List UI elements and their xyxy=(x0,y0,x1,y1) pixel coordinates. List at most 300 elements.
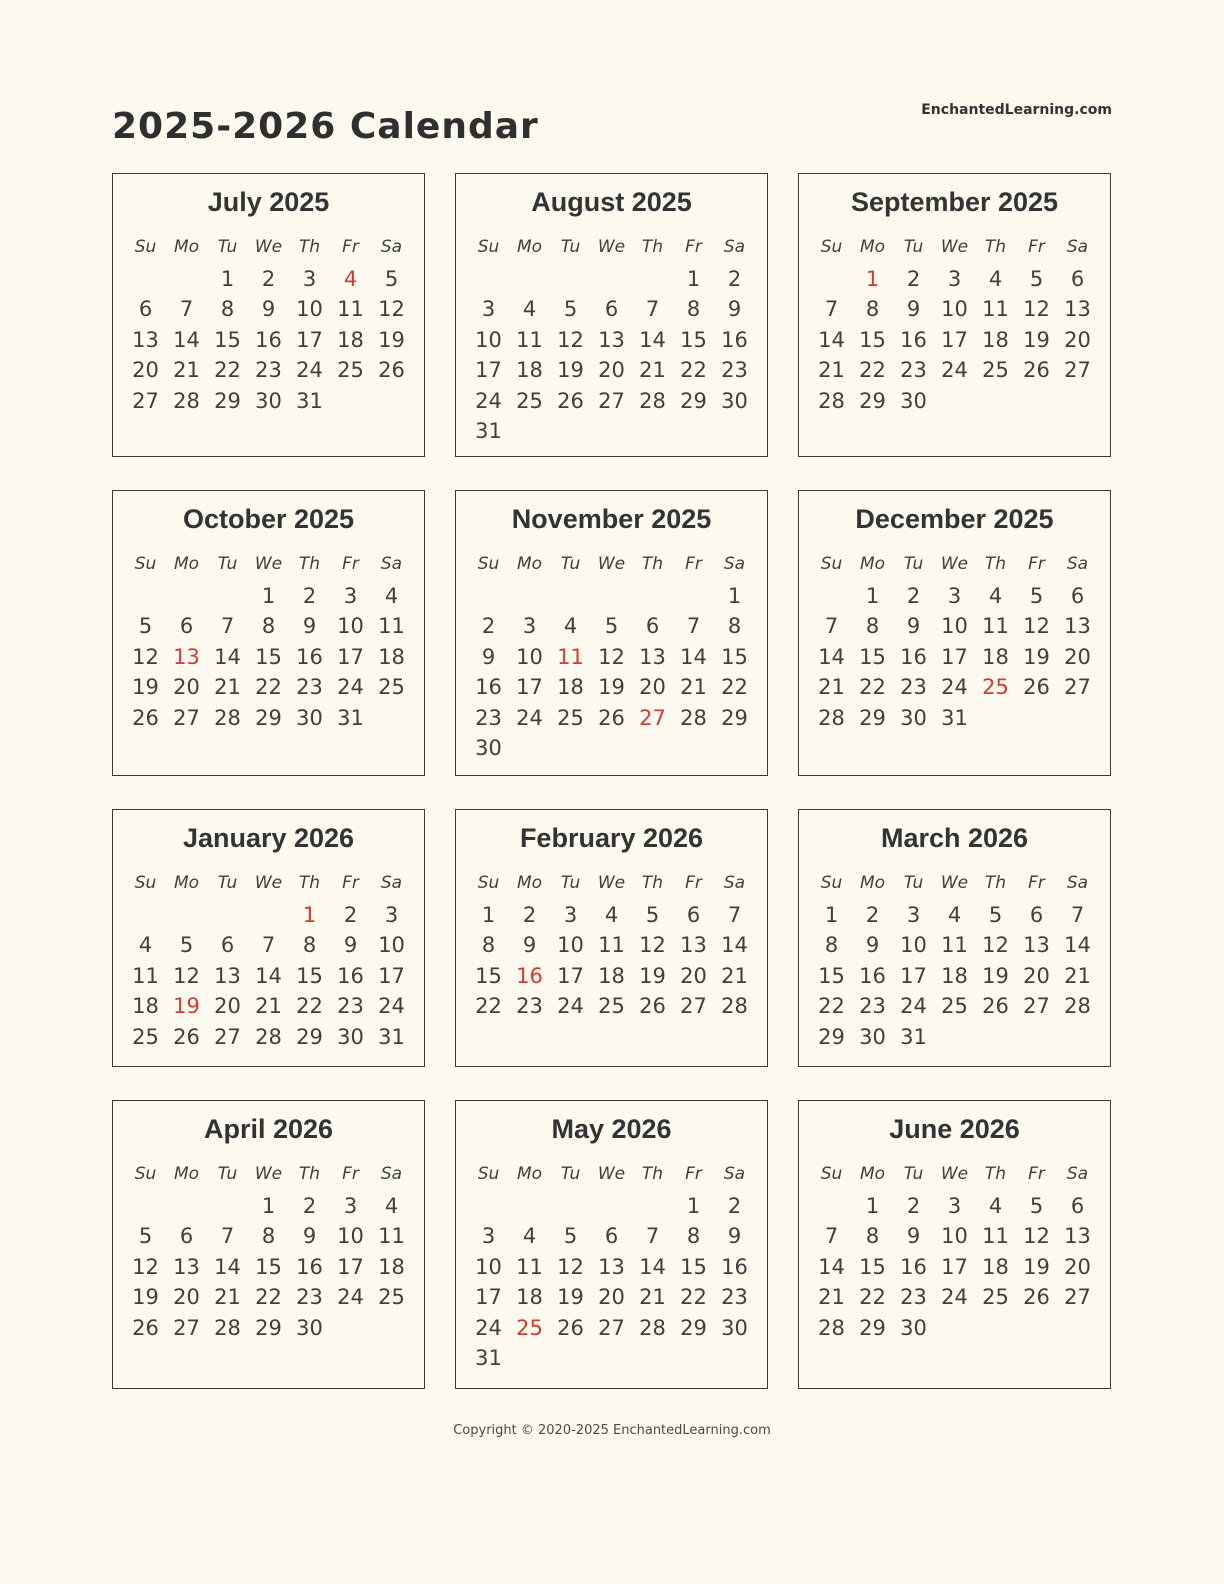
day-cell: 28 xyxy=(818,388,845,413)
weekday-label: We xyxy=(940,553,969,574)
day-cell: 21 xyxy=(1064,963,1091,988)
day-cell: 12 xyxy=(378,297,405,322)
weekday-header-row xyxy=(799,871,1110,895)
day-cell: 9 xyxy=(481,644,496,669)
month-card xyxy=(112,809,425,1067)
page-title: 2025-2026 Calendar xyxy=(112,106,539,147)
weekday-label: Tu xyxy=(217,553,238,574)
weekday-label: Th xyxy=(984,872,1007,893)
empty-day-cell xyxy=(714,733,755,764)
weekday-label: Fr xyxy=(685,236,702,257)
day-cell: 28 xyxy=(255,1024,282,1049)
day-cell: 26 xyxy=(1023,675,1050,700)
day-cell: 17 xyxy=(557,963,584,988)
day-cell: 14 xyxy=(214,1254,241,1279)
day-cell: 5 xyxy=(988,902,1003,927)
day-cell: 5 xyxy=(138,1224,153,1249)
day-cell: 14 xyxy=(255,963,282,988)
day-cell: 29 xyxy=(859,705,886,730)
day-cell: 7 xyxy=(686,614,701,639)
month-days-grid xyxy=(799,264,1110,417)
weekday-label: Mo xyxy=(173,1163,200,1184)
day-cell: 27 xyxy=(1023,994,1050,1019)
month-title: October 2025 xyxy=(182,504,355,535)
day-cell: 1 xyxy=(865,266,880,291)
day-cell: 30 xyxy=(900,1315,927,1340)
day-cell: 29 xyxy=(680,1315,707,1340)
day-cell: 14 xyxy=(818,1254,845,1279)
day-cell: 24 xyxy=(296,358,323,383)
day-cell: 11 xyxy=(378,614,405,639)
month-title: June 2026 xyxy=(889,1114,1020,1145)
day-cell: 19 xyxy=(982,963,1009,988)
day-cell: 9 xyxy=(302,1224,317,1249)
weekday-label: Mo xyxy=(859,553,886,574)
weekday-header-row xyxy=(799,1162,1110,1186)
day-cell: 26 xyxy=(598,705,625,730)
day-cell: 11 xyxy=(982,1224,1009,1249)
weekday-label: We xyxy=(940,236,969,257)
weekday-label: Tu xyxy=(903,872,924,893)
empty-day-cell xyxy=(1016,1313,1057,1344)
day-cell: 2 xyxy=(522,902,537,927)
day-cell: 22 xyxy=(859,1285,886,1310)
empty-day-cell xyxy=(632,264,673,295)
day-cell: 29 xyxy=(255,705,282,730)
day-cell: 1 xyxy=(824,902,839,927)
day-cell: 18 xyxy=(598,963,625,988)
day-cell: 10 xyxy=(900,933,927,958)
weekday-label: Th xyxy=(641,1163,664,1184)
day-cell: 11 xyxy=(132,963,159,988)
day-cell: 14 xyxy=(818,327,845,352)
day-cell: 15 xyxy=(721,644,748,669)
weekday-label: Sa xyxy=(1066,1163,1089,1184)
empty-day-cell xyxy=(509,1191,550,1222)
day-cell: 3 xyxy=(947,1193,962,1218)
empty-day-cell xyxy=(509,264,550,295)
day-cell: 24 xyxy=(941,675,968,700)
day-cell: 4 xyxy=(563,614,578,639)
empty-day-cell xyxy=(1057,1022,1098,1053)
day-cell: 3 xyxy=(384,902,399,927)
day-cell: 18 xyxy=(982,327,1009,352)
day-cell: 10 xyxy=(941,297,968,322)
day-cell: 6 xyxy=(1070,583,1085,608)
month-card xyxy=(112,490,425,776)
month-card xyxy=(455,490,768,776)
day-cell: 5 xyxy=(604,614,619,639)
weekday-header-row xyxy=(799,235,1110,259)
weekday-label: Tu xyxy=(560,236,581,257)
day-cell: 22 xyxy=(475,994,502,1019)
day-cell: 19 xyxy=(639,963,666,988)
day-cell: 9 xyxy=(261,297,276,322)
empty-day-cell xyxy=(591,733,632,764)
empty-day-cell xyxy=(975,1022,1016,1053)
day-cell: 30 xyxy=(296,1315,323,1340)
empty-day-cell xyxy=(591,416,632,447)
month-days-grid xyxy=(113,264,424,417)
day-cell: 10 xyxy=(337,614,364,639)
day-cell: 7 xyxy=(645,297,660,322)
empty-day-cell xyxy=(468,1191,509,1222)
day-cell: 4 xyxy=(988,583,1003,608)
month-card xyxy=(798,809,1111,1067)
day-cell: 6 xyxy=(1070,1193,1085,1218)
empty-day-cell xyxy=(550,264,591,295)
day-cell: 2 xyxy=(302,583,317,608)
month-title: March 2026 xyxy=(880,823,1029,854)
month-card xyxy=(798,1100,1111,1389)
day-cell: 30 xyxy=(475,736,502,761)
empty-day-cell xyxy=(125,1191,166,1222)
day-cell: 5 xyxy=(645,902,660,927)
month-title: January 2026 xyxy=(182,823,355,854)
day-cell: 24 xyxy=(941,358,968,383)
day-cell: 31 xyxy=(475,1346,502,1371)
empty-day-cell xyxy=(166,264,207,295)
day-cell: 11 xyxy=(516,1254,543,1279)
day-cell: 15 xyxy=(680,327,707,352)
weekday-label: Sa xyxy=(723,872,746,893)
weekday-label: Sa xyxy=(1066,553,1089,574)
weekday-label: Mo xyxy=(859,1163,886,1184)
day-cell: 24 xyxy=(557,994,584,1019)
weekday-label: Th xyxy=(298,553,321,574)
day-cell: 12 xyxy=(132,1254,159,1279)
day-cell: 24 xyxy=(900,994,927,1019)
day-cell: 18 xyxy=(557,675,584,700)
day-cell: 1 xyxy=(686,266,701,291)
day-cell: 20 xyxy=(132,358,159,383)
weekday-label: Fr xyxy=(342,872,359,893)
day-cell: 2 xyxy=(481,614,496,639)
weekday-label: Sa xyxy=(380,553,403,574)
day-cell: 10 xyxy=(557,933,584,958)
day-cell: 19 xyxy=(557,1285,584,1310)
day-cell: 16 xyxy=(900,327,927,352)
day-cell: 4 xyxy=(522,297,537,322)
site-logo-link[interactable]: EnchantedLearning.com xyxy=(921,102,1112,118)
day-cell: 7 xyxy=(261,933,276,958)
day-cell: 6 xyxy=(1070,266,1085,291)
day-cell: 27 xyxy=(132,388,159,413)
day-cell: 9 xyxy=(343,933,358,958)
weekday-label: We xyxy=(597,872,626,893)
empty-day-cell xyxy=(632,581,673,612)
empty-day-cell xyxy=(632,1343,673,1374)
day-cell: 15 xyxy=(214,327,241,352)
weekday-header-row xyxy=(456,235,767,259)
weekday-header-row xyxy=(456,871,767,895)
day-cell: 22 xyxy=(255,675,282,700)
day-cell: 2 xyxy=(906,583,921,608)
day-cell: 5 xyxy=(384,266,399,291)
day-cell: 10 xyxy=(516,644,543,669)
empty-day-cell xyxy=(550,733,591,764)
day-cell: 23 xyxy=(296,1285,323,1310)
empty-day-cell xyxy=(673,733,714,764)
day-cell: 7 xyxy=(727,902,742,927)
empty-day-cell xyxy=(591,1343,632,1374)
day-cell: 23 xyxy=(516,994,543,1019)
day-cell: 4 xyxy=(522,1224,537,1249)
day-cell: 1 xyxy=(727,583,742,608)
day-cell: 30 xyxy=(721,1315,748,1340)
day-cell: 5 xyxy=(1029,1193,1044,1218)
day-cell: 18 xyxy=(516,358,543,383)
day-cell: 12 xyxy=(557,1254,584,1279)
day-cell: 6 xyxy=(138,297,153,322)
weekday-label: Th xyxy=(641,553,664,574)
day-cell: 22 xyxy=(296,994,323,1019)
weekday-label: Mo xyxy=(516,236,543,257)
day-cell: 16 xyxy=(296,644,323,669)
day-cell: 1 xyxy=(686,1193,701,1218)
day-cell: 26 xyxy=(982,994,1009,1019)
day-cell: 12 xyxy=(982,933,1009,958)
day-cell: 5 xyxy=(563,297,578,322)
weekday-label: Tu xyxy=(217,236,238,257)
weekday-label: Sa xyxy=(380,1163,403,1184)
day-cell: 13 xyxy=(1064,614,1091,639)
day-cell: 12 xyxy=(1023,614,1050,639)
day-cell: 2 xyxy=(727,266,742,291)
weekday-label: We xyxy=(597,553,626,574)
empty-day-cell xyxy=(673,416,714,447)
day-cell: 28 xyxy=(818,705,845,730)
day-cell: 10 xyxy=(337,1224,364,1249)
day-cell: 23 xyxy=(721,358,748,383)
day-cell: 5 xyxy=(1029,583,1044,608)
weekday-label: We xyxy=(254,236,283,257)
day-cell: 1 xyxy=(865,1193,880,1218)
month-title: April 2026 xyxy=(203,1114,334,1145)
weekday-label: Fr xyxy=(1028,236,1045,257)
day-cell: 18 xyxy=(516,1285,543,1310)
day-cell: 27 xyxy=(639,705,666,730)
day-cell: 10 xyxy=(941,614,968,639)
weekday-label: Sa xyxy=(1066,872,1089,893)
day-cell: 9 xyxy=(906,297,921,322)
empty-day-cell xyxy=(1057,1313,1098,1344)
day-cell: 28 xyxy=(721,994,748,1019)
day-cell: 26 xyxy=(557,388,584,413)
day-cell: 4 xyxy=(343,266,358,291)
empty-day-cell xyxy=(1016,386,1057,417)
day-cell: 23 xyxy=(296,675,323,700)
weekday-label: Fr xyxy=(1028,1163,1045,1184)
day-cell: 12 xyxy=(1023,297,1050,322)
day-cell: 27 xyxy=(680,994,707,1019)
day-cell: 25 xyxy=(378,675,405,700)
day-cell: 8 xyxy=(686,297,701,322)
empty-day-cell xyxy=(632,733,673,764)
month-title: February 2026 xyxy=(519,823,704,854)
day-cell: 13 xyxy=(598,1254,625,1279)
day-cell: 24 xyxy=(475,1315,502,1340)
day-cell: 28 xyxy=(680,705,707,730)
day-cell: 21 xyxy=(255,994,282,1019)
day-cell: 23 xyxy=(900,358,927,383)
day-cell: 22 xyxy=(818,994,845,1019)
weekday-label: Th xyxy=(984,236,1007,257)
day-cell: 18 xyxy=(378,1254,405,1279)
empty-day-cell xyxy=(509,581,550,612)
month-days-grid xyxy=(113,900,424,1053)
weekday-label: Su xyxy=(820,1163,843,1184)
day-cell: 22 xyxy=(680,1285,707,1310)
day-cell: 13 xyxy=(132,327,159,352)
day-cell: 8 xyxy=(865,1224,880,1249)
empty-day-cell xyxy=(166,1191,207,1222)
day-cell: 13 xyxy=(1064,1224,1091,1249)
day-cell: 14 xyxy=(818,644,845,669)
page-header xyxy=(112,0,1112,147)
day-cell: 25 xyxy=(378,1285,405,1310)
day-cell: 13 xyxy=(598,327,625,352)
weekday-label: Sa xyxy=(723,553,746,574)
month-card xyxy=(455,173,768,457)
empty-day-cell xyxy=(632,416,673,447)
day-cell: 20 xyxy=(1064,327,1091,352)
weekday-label: Tu xyxy=(903,236,924,257)
day-cell: 19 xyxy=(132,1285,159,1310)
day-cell: 30 xyxy=(900,705,927,730)
day-cell: 7 xyxy=(220,1224,235,1249)
weekday-header-row xyxy=(113,871,424,895)
empty-day-cell xyxy=(550,416,591,447)
day-cell: 12 xyxy=(598,644,625,669)
day-cell: 29 xyxy=(859,388,886,413)
day-cell: 12 xyxy=(1023,1224,1050,1249)
day-cell: 23 xyxy=(475,705,502,730)
day-cell: 13 xyxy=(173,1254,200,1279)
day-cell: 17 xyxy=(296,327,323,352)
day-cell: 27 xyxy=(173,705,200,730)
day-cell: 10 xyxy=(475,1254,502,1279)
month-title: September 2025 xyxy=(850,187,1059,218)
weekday-label: Su xyxy=(477,236,500,257)
day-cell: 5 xyxy=(179,933,194,958)
day-cell: 16 xyxy=(255,327,282,352)
weekday-label: We xyxy=(940,872,969,893)
day-cell: 24 xyxy=(516,705,543,730)
day-cell: 17 xyxy=(378,963,405,988)
weekday-label: We xyxy=(597,1163,626,1184)
month-card xyxy=(455,1100,768,1389)
day-cell: 20 xyxy=(214,994,241,1019)
weekday-label: Su xyxy=(134,236,157,257)
day-cell: 13 xyxy=(173,644,200,669)
weekday-label: Th xyxy=(298,872,321,893)
day-cell: 13 xyxy=(680,933,707,958)
weekday-label: Tu xyxy=(560,553,581,574)
day-cell: 18 xyxy=(378,644,405,669)
day-cell: 23 xyxy=(337,994,364,1019)
day-cell: 17 xyxy=(941,327,968,352)
empty-day-cell xyxy=(975,703,1016,734)
day-cell: 16 xyxy=(859,963,886,988)
day-cell: 6 xyxy=(179,614,194,639)
weekday-label: Sa xyxy=(380,872,403,893)
day-cell: 8 xyxy=(261,1224,276,1249)
weekday-label: Tu xyxy=(560,872,581,893)
empty-day-cell xyxy=(591,264,632,295)
day-cell: 27 xyxy=(173,1315,200,1340)
day-cell: 2 xyxy=(727,1193,742,1218)
day-cell: 23 xyxy=(900,675,927,700)
weekday-label: We xyxy=(254,872,283,893)
day-cell: 28 xyxy=(173,388,200,413)
day-cell: 3 xyxy=(947,583,962,608)
weekday-label: Mo xyxy=(859,872,886,893)
day-cell: 17 xyxy=(941,644,968,669)
day-cell: 21 xyxy=(818,1285,845,1310)
empty-day-cell xyxy=(125,900,166,931)
day-cell: 26 xyxy=(132,1315,159,1340)
day-cell: 26 xyxy=(132,705,159,730)
weekday-label: Tu xyxy=(217,1163,238,1184)
month-title: November 2025 xyxy=(511,504,712,535)
weekday-label: Su xyxy=(820,236,843,257)
day-cell: 28 xyxy=(214,1315,241,1340)
empty-day-cell xyxy=(371,703,412,734)
day-cell: 15 xyxy=(859,644,886,669)
day-cell: 9 xyxy=(906,1224,921,1249)
day-cell: 19 xyxy=(1023,644,1050,669)
empty-day-cell xyxy=(509,416,550,447)
day-cell: 24 xyxy=(337,1285,364,1310)
day-cell: 13 xyxy=(214,963,241,988)
weekday-label: Tu xyxy=(560,1163,581,1184)
day-cell: 19 xyxy=(557,358,584,383)
day-cell: 6 xyxy=(1029,902,1044,927)
day-cell: 14 xyxy=(680,644,707,669)
day-cell: 1 xyxy=(865,583,880,608)
weekday-label: Fr xyxy=(685,553,702,574)
day-cell: 6 xyxy=(604,1224,619,1249)
day-cell: 10 xyxy=(296,297,323,322)
day-cell: 17 xyxy=(900,963,927,988)
empty-day-cell xyxy=(509,1343,550,1374)
empty-day-cell xyxy=(591,581,632,612)
day-cell: 21 xyxy=(214,675,241,700)
day-cell: 15 xyxy=(859,1254,886,1279)
day-cell: 19 xyxy=(1023,1254,1050,1279)
day-cell: 25 xyxy=(557,705,584,730)
day-cell: 8 xyxy=(824,933,839,958)
empty-day-cell xyxy=(550,1191,591,1222)
day-cell: 27 xyxy=(1064,358,1091,383)
day-cell: 16 xyxy=(900,644,927,669)
day-cell: 16 xyxy=(721,327,748,352)
day-cell: 6 xyxy=(220,933,235,958)
month-card xyxy=(798,173,1111,457)
day-cell: 14 xyxy=(214,644,241,669)
day-cell: 13 xyxy=(1064,297,1091,322)
day-cell: 3 xyxy=(906,902,921,927)
day-cell: 20 xyxy=(1064,644,1091,669)
day-cell: 3 xyxy=(481,1224,496,1249)
weekday-label: Fr xyxy=(685,872,702,893)
day-cell: 1 xyxy=(220,266,235,291)
day-cell: 21 xyxy=(214,1285,241,1310)
day-cell: 26 xyxy=(639,994,666,1019)
weekday-header-row xyxy=(113,235,424,259)
weekday-label: Mo xyxy=(516,872,543,893)
